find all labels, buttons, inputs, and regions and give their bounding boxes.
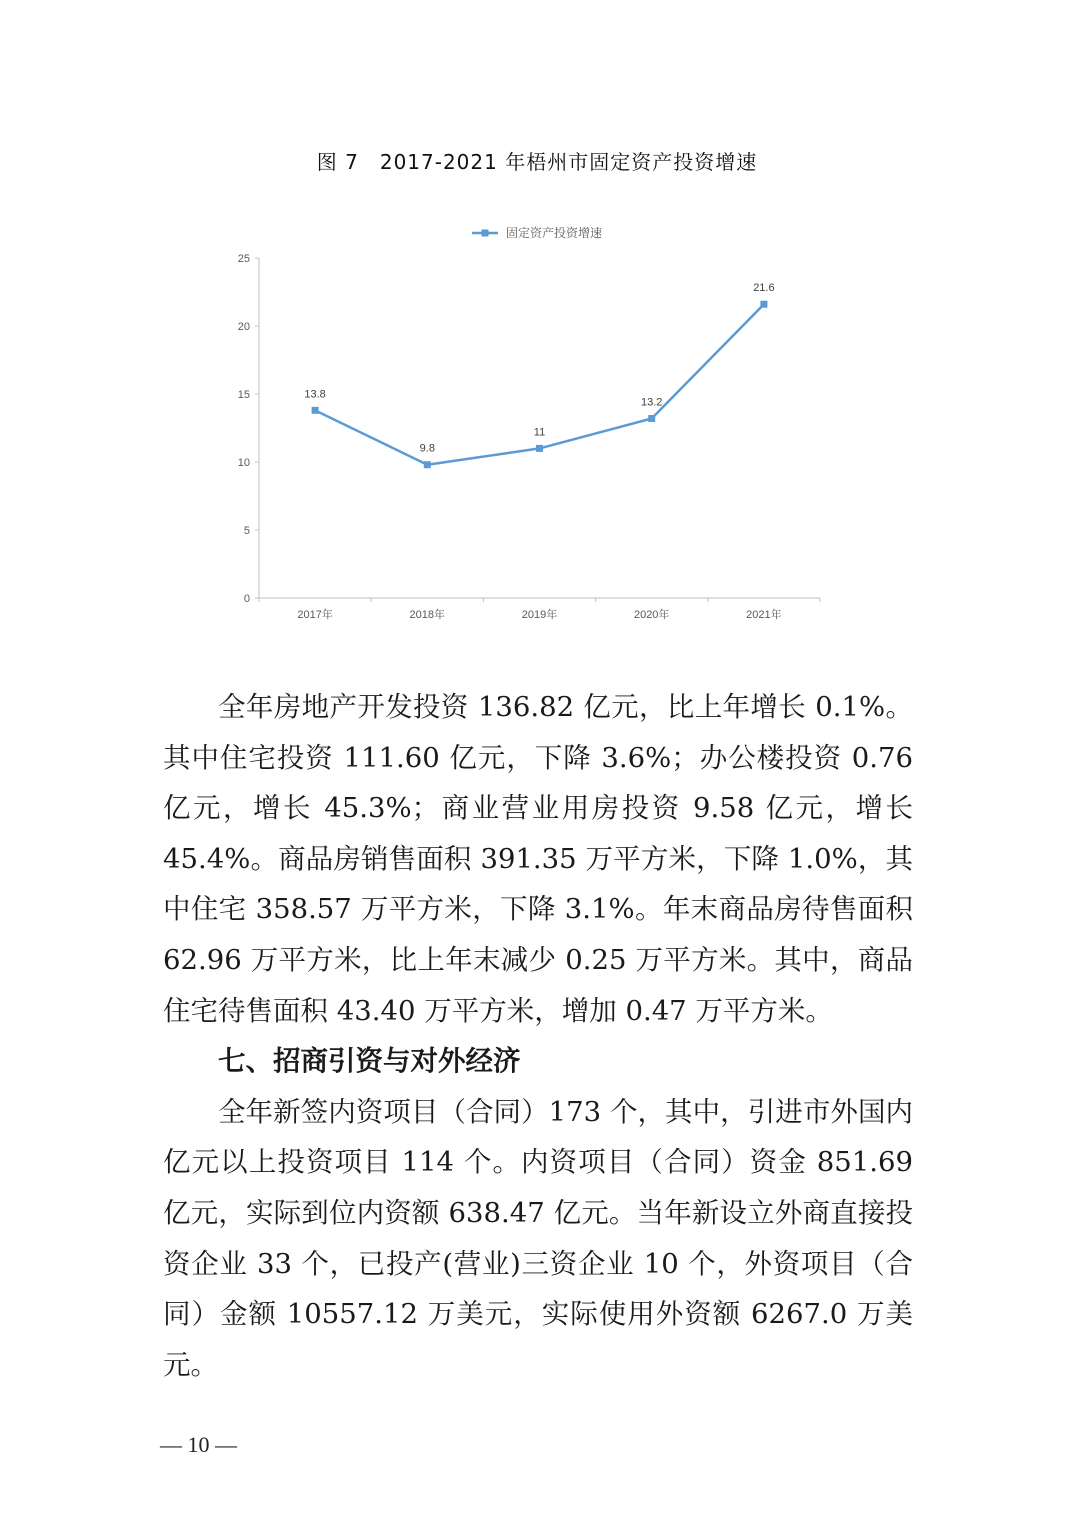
data-point-marker <box>312 407 319 414</box>
series-line <box>315 304 764 464</box>
x-tick-label: 2020年 <box>633 609 670 621</box>
data-label: 11 <box>533 426 546 439</box>
y-tick-label: 25 <box>237 253 250 265</box>
data-label: 13.2 <box>640 396 663 409</box>
x-tick-label: 2018年 <box>409 609 446 621</box>
paragraph-investment: 全年新签内资项目（合同）173 个，其中，引进市外国内亿元以上投资项目 114 个。内资项目（合同）资金 851.69 亿元，实际到位内资额 638.47 亿元。当年新设立外商直接投资企业 33 个，已投产(营业)三资企业 10 个，外资项目（合同）金额 10557.12 万美元，实际使用外资额 6267.0 万美元。 <box>163 1095 913 1381</box>
page-number: — 10 — <box>160 1432 237 1457</box>
y-tick-label: 0 <box>243 593 250 605</box>
figure-title: 图 7 2017-2021 年梧州市固定资产投资增速 <box>316 150 758 174</box>
x-tick-label: 2021年 <box>746 609 782 621</box>
data-point-marker <box>536 445 543 452</box>
data-label: 13.8 <box>304 388 326 401</box>
legend-label: 固定资产投资增速 <box>506 226 603 240</box>
paragraph-real-estate: 全年房地产开发投资 136.82 亿元，比上年增长 0.1%。其中住宅投资 111.60 亿元，下降 3.6%；办公楼投资 0.76 亿元，增长 45.3%；商业营业用房投资 9.58 亿元，增长 45.4%。商品房销售面积 391.35 万平方米，下降 1.0%，其中住宅 358.57 万平方米，下降 3.1%。年末商品房待售面积 62.96 万平方米，比上年末减少 0.25 万平方米。其中，商品住宅待售面积 43.40 万平方米，增加 0.47 万平方米。 <box>163 691 913 1027</box>
chart-svg <box>222 208 832 633</box>
x-tick-label: 2017年 <box>297 609 333 621</box>
data-label: 21.6 <box>753 282 775 295</box>
y-tick-label: 15 <box>237 389 250 401</box>
y-tick-label: 20 <box>237 321 250 333</box>
data-point-marker <box>760 301 767 308</box>
line-chart <box>222 208 832 633</box>
legend-marker <box>482 230 489 237</box>
data-label: 9.8 <box>419 442 435 455</box>
y-tick-label: 10 <box>237 457 250 469</box>
y-tick-label: 5 <box>243 525 250 537</box>
body-text <box>163 682 913 1390</box>
data-point-marker <box>648 415 655 422</box>
section-heading: 七、招商引资与对外经济 <box>218 1045 521 1078</box>
x-tick-label: 2019年 <box>521 609 558 621</box>
data-point-marker <box>424 461 431 468</box>
